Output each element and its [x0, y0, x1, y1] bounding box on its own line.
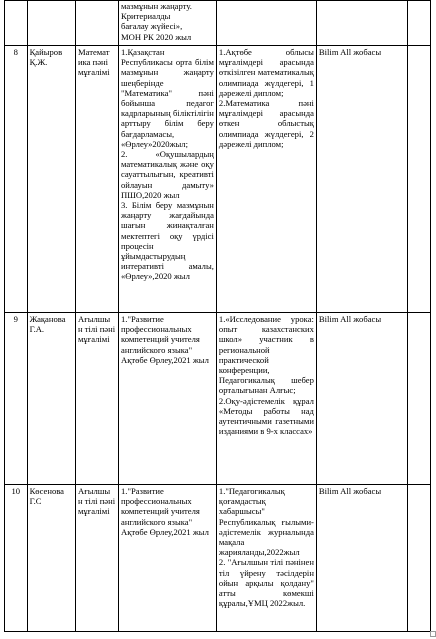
- cell-subject: [75, 1, 118, 46]
- course-line: МОН РК 2020 жыл: [121, 31, 192, 42]
- course-line: бағалау жүйесі»,: [121, 21, 183, 32]
- cell-no: 8: [5, 46, 28, 313]
- course-line: мазмұнын жаңарту.: [121, 1, 192, 11]
- cell-name: Көсенова Г.С: [27, 485, 75, 632]
- cell-no: 10: [5, 485, 28, 632]
- cell-extra: [408, 46, 431, 313]
- achievement-item: 2. "Ағылшын тілі пәнінен тіл үйрену тәсілдерін ойын арқылы қолдану" атты көмекші құралы,ҰМЦ 2022жыл.: [218, 557, 314, 609]
- cell-extra: [408, 1, 431, 46]
- course-item: 1."Развитие профессиональных компетенций учителя английского языка" Ақтөбе Өрлеу,2021 жыл: [121, 486, 209, 537]
- cell-name: Қайыров Қ.Ж.: [27, 46, 75, 313]
- cell-network: Bilim All жобасы: [316, 46, 407, 313]
- achievement-item: 1.«Исследование урока: опыт казахстанских школ» участник в региональной практической конференции, Педагогикалық шебер орталығынан Алғыс;: [218, 314, 314, 396]
- end-of-table-marker: [430, 631, 436, 637]
- cell-courses: [119, 485, 217, 632]
- table-row: [5, 313, 431, 485]
- achievement-item: 1.Ақтөбе облысы мұғалімдері арасында өткізілген математикалық олимпиада жүлдегері, 1 дәрежелі диплом;: [218, 47, 314, 98]
- achievement-item: 1."Педагогикалық қоғамдастық хабаршысы" Республикалық ғылыми-әдістемелік журналында мақала жарияланды,2022жыл: [218, 486, 314, 558]
- cell-subject: Математ ика пәні мұғалімі: [75, 46, 118, 313]
- cell-courses: [119, 313, 217, 485]
- cell-subject: Ағылшы н тілі пәні мұғалімі: [75, 485, 118, 632]
- table-row-continued: [5, 1, 431, 46]
- cell-network: [316, 1, 407, 46]
- cell-achievements: [216, 1, 316, 46]
- cell-network: Bilim All жобасы: [316, 313, 407, 485]
- cell-name: [27, 1, 75, 46]
- cell-network: Bilim All жобасы: [316, 485, 407, 632]
- table-row: [5, 46, 431, 313]
- cell-no: [5, 1, 28, 46]
- table-row: [5, 485, 431, 632]
- cell-extra: [408, 313, 431, 485]
- course-item: 2. «Оқушылардың математикалық және оқу сауаттылығын, креативті ойлауын дамыту» ПШО,2020 жыл: [121, 149, 214, 200]
- course-item: 1."Развитие профессиональных компетенций учителя английского языка" Ақтөбе Өрлеу,2021 жыл: [121, 314, 209, 365]
- course-item: 3. Білім беру мазмұнын жаңарту жағдайында шағын жинақталған мектептегі оқу үрдісі процесін ұйымдастырудың интеративті амалы, «Өрлеу»,2020 жыл: [121, 200, 214, 282]
- cell-subject: Ағылшы н тілі пәні мұғалімі: [75, 313, 118, 485]
- cell-achievements: [216, 485, 316, 632]
- achievement-item: 2.Математика пәні мұғалімдері арасында өткен облыстық олимпиада жүлдегері, 2 дәрежелі диплом;: [218, 98, 314, 149]
- cell-achievements: [216, 313, 316, 485]
- staff-table: [4, 0, 431, 632]
- cell-achievements: [216, 46, 316, 313]
- cell-courses: [119, 46, 217, 313]
- cell-name: Жақанова Г.А.: [27, 313, 75, 485]
- achievement-item: 2.Оқу-әдістемелік құрал «Методы работы над аутентичными газетными изданиями в 9-х классах»: [218, 395, 314, 437]
- course-item: 1.Қазақстан Республикасы орта білім мазмұнын жаңарту шеңберінде "Математика" пәні бойынша педагог кадрларының біліктілігін арттыру білім беру бағдарламасы, «Өрлеу»2020жыл;: [121, 47, 214, 149]
- cell-extra: [408, 485, 431, 632]
- course-line: Критериалды: [121, 11, 171, 22]
- cell-courses: [119, 1, 217, 46]
- cell-no: 9: [5, 313, 28, 485]
